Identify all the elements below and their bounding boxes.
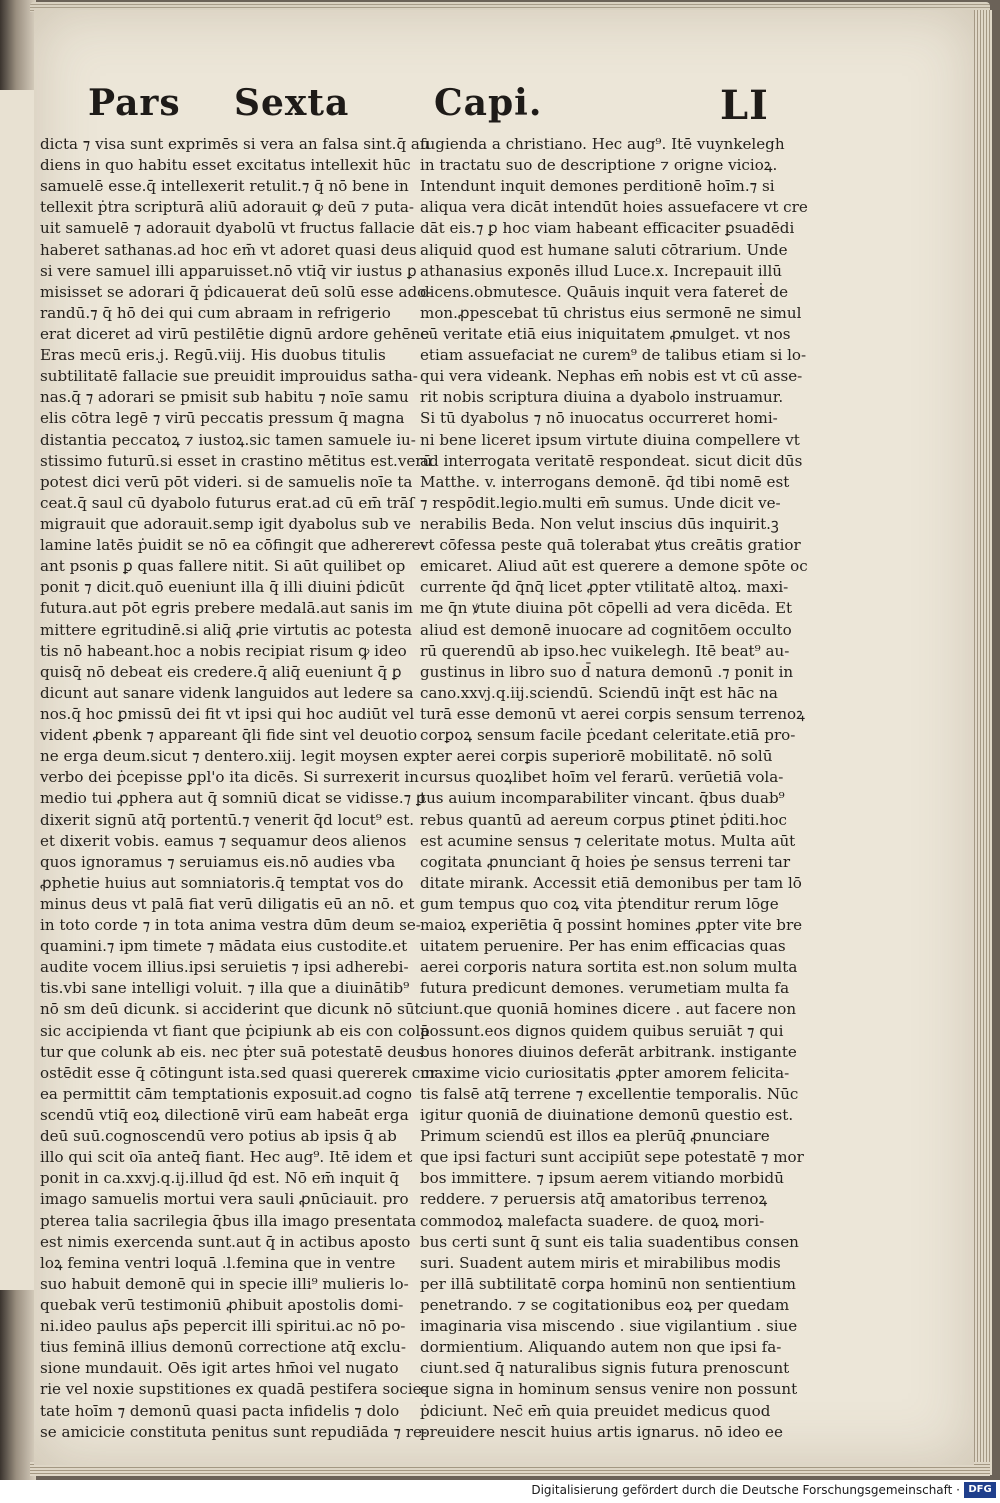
text-line: mittere egritudinē.si aliq̄ ꝓrie virtutis ac potesta (40, 620, 413, 639)
text-line: rit nobis scriptura diuina a dyabolo instruamur. (420, 388, 784, 407)
text-line: audite vocem illius.ipsi seruietis ⁊ ipsi adherebi- (40, 958, 409, 977)
text-line: samuelē esse.q̄ intellexerit retulit.⁊ q̄ nō bene in (40, 177, 409, 196)
text-line: nas.q̄ ⁊ adorari se pmisit sub habitu ⁊ noīe samu (40, 388, 409, 407)
text-line: pter aerei corꝑis superiorē mobilitatē. nō solū (420, 747, 773, 766)
text-line: maioꝝ experiētia q̄ possint homines ꝓpter vite bre (420, 916, 803, 935)
text-line: uit samuelē ⁊ adorauit dyabolū vt fructus fallacie (40, 219, 415, 238)
text-line: sione mundauit. Oēs igit artes hm̄oi vel nugato (40, 1359, 399, 1378)
text-line: aliud est demonē inuocare ad cognitōem occulto (420, 620, 792, 639)
text-line: dormientium. Aliquando autem non que ipsi fa- (420, 1338, 782, 1357)
text-line: ⁊ respōdit.legio.multi em̄ sumus. Unde dicit ve- (420, 493, 781, 512)
text-line: dicens.obmutesce. Quāuis inquit vera fatereṫ de (420, 282, 789, 301)
dfg-logo: DFG (964, 1482, 996, 1498)
text-line: corꝑoꝝ sensum facile ṗcedant celeritate.etiā pro- (420, 726, 796, 745)
digitization-footer (0, 1480, 1000, 1503)
text-line: ponit ⁊ dicit.quō eueniunt illa q̄ illi diuini ṗdicūt (40, 578, 405, 597)
text-line: ponit in ca.xxvj.q.ij.illud q̄d est. Nō em̄ inquit q̄ (40, 1169, 400, 1188)
text-line: et dixerit vobis. eamus ⁊ sequamur deos alienos (40, 831, 407, 850)
text-line: ditate mirank. Accessit etiā demonibus per tam lō (420, 873, 802, 892)
text-line: cū veritate etiā eius iniquitatem ꝓmulget. vt nos (420, 324, 791, 343)
text-line: cano.xxvj.q.iij.sciendū. Sciendū inq̄t est hāc na (420, 683, 778, 702)
text-line: emicaret. Aliud aūt est querere a demone spōte oc (420, 557, 808, 576)
text-line: suri. Suadent autem miris et mirabilibus modis (420, 1253, 781, 1272)
text-line: que signa in hominum sensus venire non possunt (420, 1380, 798, 1399)
text-line: stissimo futurū.si esset in crastino mētitus est.verū (40, 451, 433, 470)
text-column-left (40, 134, 438, 1443)
text-line: dicunt aut sanare videnk languidos aut ledere sa (40, 683, 414, 702)
text-line: tis nō habeant.hoc a nobis recipiat risum ꝙ ideo (40, 641, 407, 660)
text-line: Si tū dyabolus ⁊ nō inuocatus occurreret homi- (420, 409, 778, 428)
text-line: est nimis exercenda sunt.aut q̄ in actibus aposto (40, 1232, 411, 1251)
text-line: deū suū.cognoscendū vero potius ab ipsis q̄ ab (40, 1127, 397, 1146)
text-line: subtilitatē fallacie sue preuidit improuidus satha- (40, 367, 418, 386)
text-line: ceat.q̄ saul cū dyabolo futurus erat.ad cū em̄ trāſ (40, 493, 415, 512)
book-page (34, 10, 974, 1465)
text-line: loꝝ femina ventri loquā .l.femina que in ventre (40, 1253, 396, 1272)
text-line: tellexit ṗtra scripturā aliū adorauit ꝙ deū ⁊ puta- (40, 198, 415, 217)
text-line: est acumine sensus ⁊ celeritate motus. Multa aūt (420, 831, 796, 850)
text-line: futura.aut pōt egris prebere medalā.aut sanis im (40, 599, 413, 618)
text-line: si vere samuel illi apparuisset.nō vtiq̄ vir iustus ꝑ (40, 261, 417, 280)
text-line: que ipsi facturi sunt accipiūt sepe potestatē ⁊ mor (420, 1148, 804, 1167)
text-line: ꝓphetie huius aut somniatoris.q̄ temptat vos do (40, 873, 404, 892)
text-line: suo habuit demonē qui in specie illi⁹ mulieris lo- (40, 1274, 409, 1293)
text-line: vident ꝓbenk ⁊ appareant q̄li fide sint vel deuotio (40, 726, 418, 745)
text-line: mon.ꝓpescebat tū christus eius sermonē ne simul (420, 303, 802, 322)
text-line: ad interrogata veritatē respondeat. sicut dicit dūs (420, 451, 803, 470)
text-line: dixerit signū atq̄ portentū.⁊ venerit q̄d locut⁹ est. (40, 810, 415, 829)
text-line: se amicicie constituta penitus sunt repudiāda ⁊ re- (40, 1422, 428, 1441)
text-line: nos.q̄ hoc ꝑmissū dei fit vt ipsi qui hoc audiūt vel (40, 704, 415, 723)
text-line: minus deus vt palā fiat verū diligatis eū an nō. et (40, 894, 415, 913)
text-line: tate hoīm ⁊ demonū quasi pacta infidelis ⁊ dolo (40, 1401, 400, 1420)
text-line: nō sm deū dicunk. si acciderint que dicunk nō sūt (40, 1000, 421, 1019)
folio-number: LI (720, 82, 769, 129)
text-line: tis.vbi sane intelligi voluit. ⁊ illa que a diuinātib⁹ (40, 979, 410, 998)
text-line: ni.ideo paulus ap̄s pepercit illi spiritui.ac nō po- (40, 1317, 406, 1336)
text-line: potest dici verū pōt videri. si de samuelis noīe ta (40, 472, 413, 491)
text-line: tur que colunk ab eis. nec ṗter suā potestatē deus (40, 1042, 424, 1061)
text-line: preuidere nescit huius artis ignarus. nō ideo ee (420, 1422, 783, 1441)
text-line: quos ignoramus ⁊ seruiamus eis.nō audies vba (40, 852, 396, 871)
text-line: rū querendū ab ipso.hec vuikelegh. Itē beat⁹ au- (420, 641, 790, 660)
text-line: in toto corde ⁊ in tota anima vestra dūm deum se- (40, 916, 421, 935)
text-line: ciunt.sed q̄ naturalibus signis futura prenoscunt (420, 1359, 790, 1378)
text-line: dicta ⁊ visa sunt exprimēs si vera an falsa sint.q̄ au (40, 135, 430, 153)
text-line: Intendunt inquit demones perditionē hoīm.⁊ si (420, 177, 775, 196)
text-line: maxime vicio curiositatis ꝓpter amorem felicita- (420, 1063, 790, 1082)
header-sexta: Sexta (234, 82, 350, 124)
text-line: Eras mecū eris.j. Regū.viij. His duobus titulis (40, 346, 386, 365)
text-line: athanasius exponēs illud Luce.x. Increpauit illū (420, 261, 782, 280)
text-line: qui vera videank. Nephas em̄ nobis est vt cū asse- (420, 367, 803, 386)
text-line: erat diceret ad virū pestilētie dignū ardore gehēne (40, 324, 430, 343)
text-line: turā esse demonū vt aerei corꝑis sensum terrenoꝝ (420, 704, 805, 723)
text-line: tius feminā illius demonū correctione atq̄ exclu- (40, 1338, 407, 1357)
text-line: misisset se adorari q̄ ṗdicauerat deū solū esse ado- (40, 282, 432, 301)
text-line: pterea talia sacrilegia q̄bus illa imago presentata (40, 1211, 417, 1230)
text-line: per illā subtilitatē corꝑa hominū non sentientium (420, 1274, 796, 1293)
text-line: cogitata ꝓnunciant q̄ hoies ṗe sensus terreni tar (420, 852, 791, 871)
text-line: imago samuelis mortui vera sauli ꝓnūciauit. pro (40, 1190, 409, 1209)
text-column-right (420, 134, 808, 1443)
text-line: commodoꝝ malefacta suadere. de quoꝝ mori- (420, 1211, 765, 1230)
text-line: Matthe. v. interrogans demonē. q̄d tibi nomē est (420, 472, 790, 491)
page-stack-right (972, 10, 992, 1475)
text-line: penetrando. ⁊ se cogitationibus eoꝝ per quedam (420, 1296, 790, 1315)
text-line: bus certi sunt q̄ sunt eis talia suadentibus consen (420, 1232, 799, 1251)
text-line: rebus quantū ad aereum corpus ꝑtinet ṗditi.hoc (420, 810, 787, 829)
text-line: verbo dei ṗcepisse ꝑpl'o ita dicēs. Si surrexerit in (40, 768, 419, 787)
text-line: dāt eis.⁊ ꝑ hoc viam habeant efficaciter ꝑsuadēdi (420, 219, 795, 238)
text-line: elis cōtra legē ⁊ virū peccatis pressum q̄ magna (40, 409, 405, 428)
text-line: Primum sciendū est illos ea plerūq̄ ꝓnunciare (420, 1127, 770, 1146)
text-line: tus auium incomparabiliter vincant. q̄bus duab⁹ (420, 789, 785, 808)
text-line: fugienda a christiano. Hec aug⁹. Itē vuynkelegh (420, 135, 785, 153)
text-line: ne erga deum.sicut ⁊ dentero.xiij. legit moysen ex (40, 747, 421, 766)
text-line: haberet sathanas.ad hoc em̄ vt adoret quasi deus (40, 240, 417, 259)
text-line: reddere. ⁊ peruersis atq̄ amatoribus terrenoꝝ (420, 1190, 768, 1209)
text-line: uitatem peruenire. Per has enim efficacias quas (420, 937, 786, 956)
text-line: ant psonis ꝑ quas fallere nitit. Si aūt quilibet op (40, 557, 406, 576)
text-line: quamini.⁊ ipm timete ⁊ mādata eius custodite.et (40, 937, 408, 956)
text-line: ni bene liceret ipsum virtute diuina compellere vt (420, 430, 800, 449)
text-line: cursus quoꝝlibet hoīm vel ferarū. verūetiā vola- (420, 768, 784, 787)
text-line: randū.⁊ q̄ hō dei qui cum abraam in refrigerio (40, 303, 391, 322)
text-line: in tractatu suo de descriptione ⁊ origne vicioꝝ. (420, 156, 778, 175)
text-line: imaginaria visa miscendo . siue vigilantium . siue (420, 1317, 798, 1336)
text-line: igitur quoniā de diuinatione demonū questio est. (420, 1106, 794, 1125)
header-pars: Pars (88, 82, 181, 124)
text-line: sic accipienda vt fiant que ṗcipiunk ab eis con colā (40, 1021, 430, 1040)
text-line: aerei corꝑoris natura sortita est.non solum multa (420, 958, 798, 977)
text-line: aliqua vera dicāt intendūt hoies assuefacere vt cre (420, 198, 808, 217)
running-header (34, 82, 974, 138)
text-line: scendū vtiq̄ eoꝝ dilectionē virū eam habeāt erga (40, 1106, 409, 1125)
footer-credit: Digitalisierung gefördert durch die Deutsche Forschungsgemeinschaft · (531, 1483, 960, 1497)
text-line: ciunt.que quoniā homines dicere . aut facere non (420, 1000, 797, 1019)
text-line: medio tui ꝓphera aut q̄ somniū dicat se vidisse.⁊ ꝑ (40, 789, 426, 808)
text-line: bos immittere. ⁊ ipsum aerem vitiando morbidū (420, 1169, 784, 1188)
text-line: quisq̄ nō debeat eis credere.q̄ aliq̄ eueniunt q̄ ꝑ (40, 662, 402, 681)
text-line: gustinus in libro suo d̄ natura demonū .⁊ ponit in (420, 662, 794, 681)
text-line: rie vel noxie supstitiones ex quadā pestifera socie- (40, 1380, 427, 1399)
text-line: diens in quo habitu esset excitatus intellexit hūc (40, 156, 411, 175)
text-line: nerabilis Beda. Non velut inscius dūs inquirit.ꝫ (420, 514, 779, 533)
text-line: ṗdiciunt. Nec̄ em̄ quia preuidet medicus quod (420, 1401, 771, 1420)
text-line: ostēdit esse q̄ cōtingunt ista.sed quasi quererek cur (40, 1063, 438, 1082)
text-line: lamine latēs ṗuidit se nō ea cōfingit que adherere- (40, 536, 426, 555)
text-line: gum tempus quo coꝝ vita ṗtenditur rerum lōge (420, 894, 779, 913)
text-line: me q̄n ꝟtute diuina pōt cōpelli ad vera dicēda. Et (420, 599, 793, 618)
text-line: migrauit que adorauit.semp igit dyabolus sub ve (40, 514, 411, 533)
text-line: futura predicunt demones. verumetiam multa fa (420, 979, 790, 998)
text-line: bus honores diuinos deferāt arbitrank. instigante (420, 1042, 797, 1061)
text-line: quebak verū testimoniū ꝓhibuit apostolis domi- (40, 1296, 404, 1315)
text-line: etiam assuefaciat ne curem⁹ de talibus etiam si lo- (420, 346, 807, 365)
text-line: possunt.eos dignos quidem quibus seruiāt ⁊ qui (420, 1021, 784, 1040)
text-line: vt cōfessa peste quā tolerabat ꝟtus creātis gratior (420, 536, 801, 555)
text-line: aliquid quod est humane saluti cōtrarium. Unde (420, 240, 788, 259)
text-line: tis falsē atq̄ terrene ⁊ excellentie temporalis. Nūc (420, 1084, 799, 1103)
text-line: currente q̄d q̄nq̄ licet ꝓpter vtilitatē altoꝝ. maxi- (420, 578, 789, 597)
header-capi: Capi. (434, 82, 543, 124)
text-line: illo qui scit oīa anteq̄ fiant. Hec aug⁹. Itē idem et (40, 1148, 413, 1167)
text-line: ea permittit cām temptationis exposuit.ad cogno (40, 1084, 412, 1103)
text-line: distantia peccatoꝝ ⁊ iustoꝝ.sic tamen samuele iu- (40, 430, 416, 449)
